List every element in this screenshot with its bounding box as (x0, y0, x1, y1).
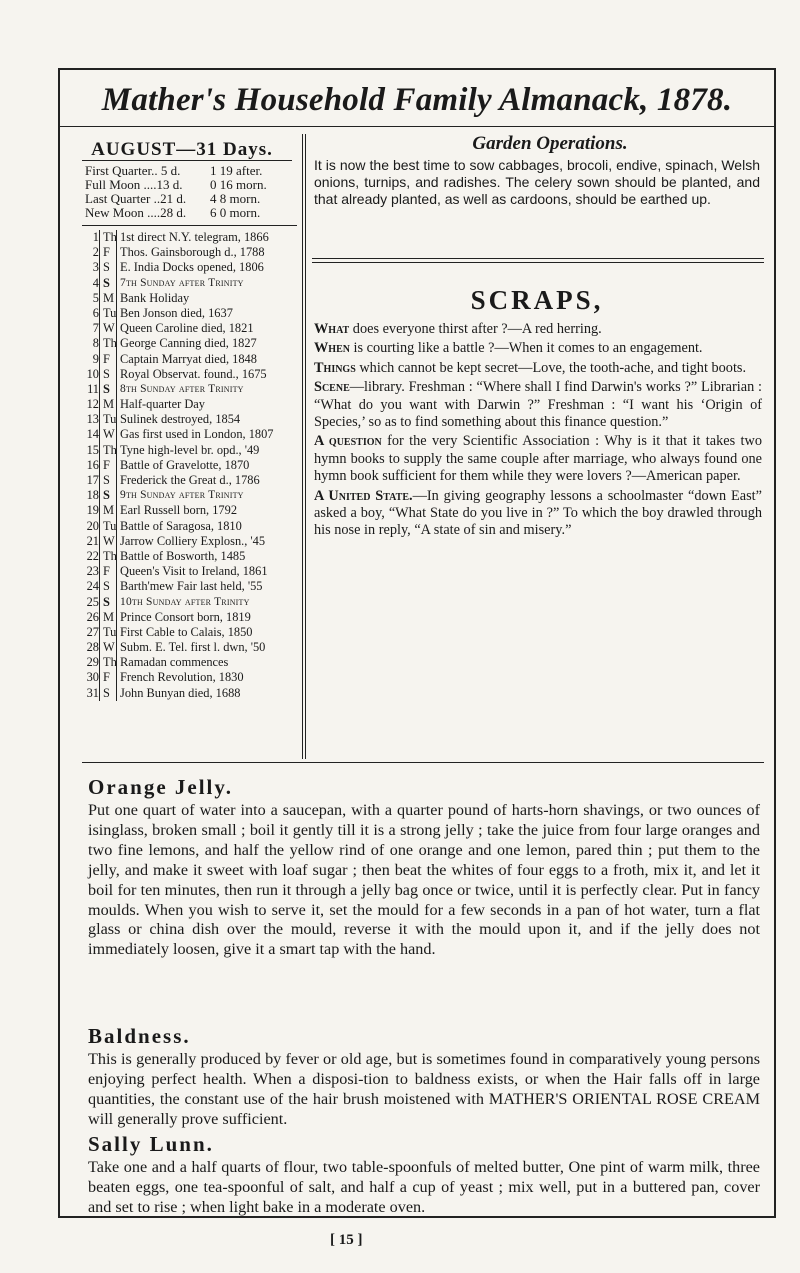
scrap-text: —In giving geography lessons a schoolmaster “down East” asked a boy, “What State do you live in ?” To which the boy drawled through his nose in reply, “A state of sin and misery.” (314, 487, 762, 539)
day-number: 5 (92, 290, 99, 305)
day-number: 24 (86, 579, 99, 594)
moon-phase-row (85, 178, 291, 192)
recipe-heading: Orange Jelly. (88, 775, 233, 799)
calendar-row (86, 655, 294, 670)
day-number: 11 (87, 381, 99, 396)
day-of-week: Tu (99, 625, 116, 640)
day-event: Earl Russell born, 1792 (116, 503, 294, 518)
scrap-text: —library. Freshman : “Where shall I find Darwin's works ?” Librarian : “What do you want with Darwin ?” Freshman : “I want his ‘Origin of Species,’ so as to find something about this finance question.” (314, 379, 762, 431)
calendar-row (86, 291, 294, 306)
calendar-row (86, 321, 294, 336)
moon-phase-label: New Moon ....28 d. (85, 206, 187, 220)
scrap-item (314, 488, 762, 540)
day-event: Barth'mew Fair last held, '55 (116, 579, 294, 594)
day-of-week: Th (99, 443, 116, 458)
column-divider (302, 134, 303, 759)
day-event: Frederick the Great d., 1786 (116, 473, 294, 488)
moon-phase-row (85, 164, 291, 178)
moon-phase-time: 4 8 morn. (210, 191, 261, 206)
day-number: 7 (92, 321, 99, 336)
moon-phase-row (85, 206, 291, 220)
calendar-row (86, 564, 294, 579)
scrap-item (314, 360, 762, 377)
calendar-row (86, 610, 294, 625)
scrap-text: which cannot be kept secret—Love, the tooth-ache, and tight boots. (355, 359, 747, 376)
calendar-row (86, 230, 294, 245)
calendar-row (86, 458, 294, 473)
moon-phase-row (85, 192, 291, 206)
scraps-list (314, 321, 762, 542)
day-of-week: W (99, 427, 116, 442)
day-event: Royal Observat. found., 1675 (116, 367, 294, 382)
day-number: 1 (92, 230, 99, 244)
day-of-week: S (99, 260, 116, 275)
day-event: John Bunyan died, 1688 (116, 686, 294, 701)
day-of-week: Th (99, 549, 116, 564)
day-of-week: F (99, 564, 116, 579)
day-event: Ben Jonson died, 1637 (116, 306, 294, 321)
calendar-row (86, 367, 294, 382)
calendar-row (86, 397, 294, 412)
day-event: 1st direct N.Y. telegram, 1866 (116, 230, 294, 245)
day-of-week: M (99, 610, 116, 625)
day-number: 30 (86, 670, 99, 685)
scrap-lead: A United State. (314, 487, 413, 504)
day-of-week: W (99, 534, 116, 549)
day-of-week: F (99, 458, 116, 473)
day-event: George Canning died, 1827 (116, 336, 294, 351)
month-header-rule (82, 160, 292, 161)
day-event: 7th Sunday after Trinity (116, 276, 294, 291)
moon-phases (85, 164, 291, 220)
moon-phase-time: 6 0 morn. (210, 205, 261, 220)
title-rule (58, 126, 776, 127)
day-number: 10 (86, 366, 99, 381)
calendar-row (86, 640, 294, 655)
scraps-heading: SCRAPS, (470, 285, 604, 315)
day-event: Battle of Bosworth, 1485 (116, 549, 294, 564)
moon-phase-label: First Quarter.. 5 d. (85, 164, 181, 178)
day-event: 9th Sunday after Trinity (116, 488, 294, 503)
recipe-heading: Baldness. (88, 1024, 191, 1048)
day-of-week: F (99, 670, 116, 685)
moon-rule (82, 225, 297, 226)
day-event: Ramadan commences (116, 655, 294, 670)
calendar-row (86, 579, 294, 594)
month-header: AUGUST—31 Days. (91, 139, 273, 160)
day-number: 26 (86, 609, 99, 624)
day-of-week: Tu (99, 519, 116, 534)
recipe-text: Put one quart of water into a saucepan, with a quarter pound of harts-horn shavings, or two ounces of isinglass, broken small ; boil it gently till it is a strong jelly ; take the juice from four large oranges and two fine lemons, and half the yellow rind of one orange and one lemon, pared thin ; put them to the jelly, and make it sweet with loaf sugar ; then beat the whites of four eggs to a froth, mix it, and let it boil for ten minutes, then run it through a jelly bag once or twice, until it is perfectly clear. Put in fancy moulds. When you wish to serve it, set the mould for a few seconds in a pan of hot water, turn a flat glass or china dish over the mould, reverse it with the mould upon it, and if the jelly does not immediately loosen, give it a smart tap with the hand. (88, 801, 760, 959)
day-number: 22 (86, 548, 99, 563)
calendar-row (86, 503, 294, 518)
calendar-row (86, 595, 294, 610)
scrap-lead: When (314, 340, 350, 357)
calendar-row (86, 427, 294, 442)
day-event: Queen Caroline died, 1821 (116, 321, 294, 336)
day-event: E. India Docks opened, 1806 (116, 260, 294, 275)
day-event: Battle of Saragosa, 1810 (116, 519, 294, 534)
day-event: Jarrow Colliery Explosn., '45 (116, 534, 294, 549)
day-of-week: S (99, 579, 116, 594)
garden-heading: Garden Operations. (472, 133, 628, 154)
day-number: 23 (86, 564, 99, 579)
day-number: 2 (92, 245, 99, 260)
day-number: 17 (86, 473, 99, 487)
calendar-row (86, 519, 294, 534)
calendar-row (86, 412, 294, 427)
day-event: Thos. Gainsborough d., 1788 (116, 245, 294, 260)
day-of-week: W (99, 640, 116, 655)
calendar-row (86, 534, 294, 549)
garden-text: It is now the best time to sow cabbages, brocoli, endive, spinach, Welsh onions, turnips, and radishes. The celery sown should be planted, and that already planted, as well as cardoons, should be earthed up. (314, 157, 760, 208)
garden-rule-double (312, 262, 764, 263)
calendar-row (86, 549, 294, 564)
calendar-row (86, 260, 294, 275)
day-of-week: M (99, 397, 116, 412)
day-event: Subm. E. Tel. first l. dwn, '50 (116, 640, 294, 655)
section-rule (82, 762, 764, 763)
calendar-row (86, 382, 294, 397)
day-number: 29 (86, 655, 99, 670)
calendar-row (86, 306, 294, 321)
garden-rule (312, 258, 764, 259)
day-number: 15 (86, 442, 99, 457)
scrap-text: for the very Scientific Association : Why is it that it takes two hymn books to supply the same couple after marriage, who always found one hymn book sufficient for them while they were lovers ?—American paper. (314, 433, 762, 485)
day-event: Sulinek destroyed, 1854 (116, 412, 294, 427)
day-number: 14 (86, 427, 99, 442)
scrap-lead: A question (314, 433, 382, 450)
day-of-week: S (99, 367, 116, 382)
day-of-week: W (99, 321, 116, 336)
scrap-item (314, 340, 762, 357)
day-of-week: M (99, 291, 116, 306)
day-of-week: Th (99, 230, 116, 245)
scrap-item (314, 433, 762, 485)
day-event: French Revolution, 1830 (116, 670, 294, 685)
day-event: Bank Holiday (116, 291, 294, 306)
day-event: Tyne high-level br. opd., '49 (116, 443, 294, 458)
scrap-lead: What (314, 321, 350, 337)
day-of-week: S (99, 595, 116, 610)
scrap-item (314, 321, 762, 338)
calendar-row (86, 245, 294, 260)
day-of-week: M (99, 503, 116, 518)
calendar-row (86, 443, 294, 458)
page-title: Mather's Household Family Almanack, 1878. (101, 82, 733, 118)
day-of-week: S (99, 686, 116, 701)
day-event: Half-quarter Day (116, 397, 294, 412)
day-of-week: Th (99, 655, 116, 670)
day-of-week: S (99, 382, 116, 397)
day-number: 21 (86, 533, 99, 548)
day-number: 6 (92, 305, 99, 320)
day-event: First Cable to Calais, 1850 (116, 625, 294, 640)
day-number: 3 (92, 260, 99, 275)
day-of-week: S (99, 488, 116, 503)
day-of-week: S (99, 473, 116, 488)
day-event: 8th Sunday after Trinity (116, 382, 294, 397)
calendar-row (86, 352, 294, 367)
day-event: Gas first used in London, 1807 (116, 427, 294, 442)
day-number: 8 (92, 336, 99, 351)
day-event: Battle of Gravelotte, 1870 (116, 458, 294, 473)
day-number: 12 (86, 397, 99, 412)
day-event: Prince Consort born, 1819 (116, 610, 294, 625)
moon-phase-label: Full Moon ....13 d. (85, 178, 183, 192)
day-number: 28 (86, 640, 99, 655)
calendar-row (86, 686, 294, 701)
calendar-row (86, 276, 294, 291)
recipe-text: This is generally produced by fever or old age, but is sometimes found in comparatively young persons enjoying perfect health. When a disposi-tion to baldness exists, or when the Hair falls off in large quantities, the constant use of the hair brush moistened with MATHER'S ORIENTAL ROSE CREAM will generally prove sufficient. (88, 1050, 760, 1128)
moon-phase-time: 0 16 morn. (210, 177, 267, 192)
column-divider-double (305, 134, 306, 759)
day-number: 16 (86, 457, 99, 472)
moon-phase-label: Last Quarter ..21 d. (85, 192, 187, 206)
moon-phase-time: 1 19 after. (210, 163, 263, 178)
recipe-text: Take one and a half quarts of flour, two table-spoonfuls of melted butter, One pint of warm milk, three beaten eggs, one tea-spoonful of salt, and half a cup of yeast ; mix well, put in a buttered pan, cover and set to rise ; when light bake in a moderate oven. (88, 1158, 760, 1216)
day-of-week: Th (99, 336, 116, 351)
day-event: Queen's Visit to Ireland, 1861 (116, 564, 294, 579)
recipe-heading: Sally Lunn. (88, 1132, 214, 1156)
scrap-text: does everyone thirst after ?—A red herring. (349, 321, 602, 337)
day-event: 10th Sunday after Trinity (116, 595, 294, 610)
day-number: 4 (92, 275, 99, 290)
day-of-week: Tu (99, 412, 116, 427)
day-number: 13 (86, 412, 99, 427)
scrap-lead: Things (314, 359, 356, 376)
day-number: 31 (86, 685, 99, 700)
calendar-row (86, 473, 294, 488)
day-of-week: F (99, 352, 116, 367)
calendar-row (86, 336, 294, 351)
calendar-row (86, 488, 294, 503)
page-number: [ 15 ] (330, 1232, 363, 1248)
calendar-row (86, 625, 294, 640)
calendar-table (86, 230, 294, 701)
day-number: 19 (86, 503, 99, 518)
scrap-text: is courting like a battle ?—When it comes to an engagement. (349, 340, 703, 357)
day-number: 27 (86, 624, 99, 639)
day-number: 9 (92, 351, 99, 366)
day-of-week: S (99, 276, 116, 291)
day-number: 20 (86, 518, 99, 533)
day-number: 25 (86, 594, 99, 609)
scrap-lead: Scene (314, 379, 350, 396)
calendar-row (86, 670, 294, 685)
day-number: 18 (86, 488, 99, 503)
day-of-week: Tu (99, 306, 116, 321)
scrap-item (314, 379, 762, 431)
day-of-week: F (99, 245, 116, 260)
day-event: Captain Marryat died, 1848 (116, 352, 294, 367)
